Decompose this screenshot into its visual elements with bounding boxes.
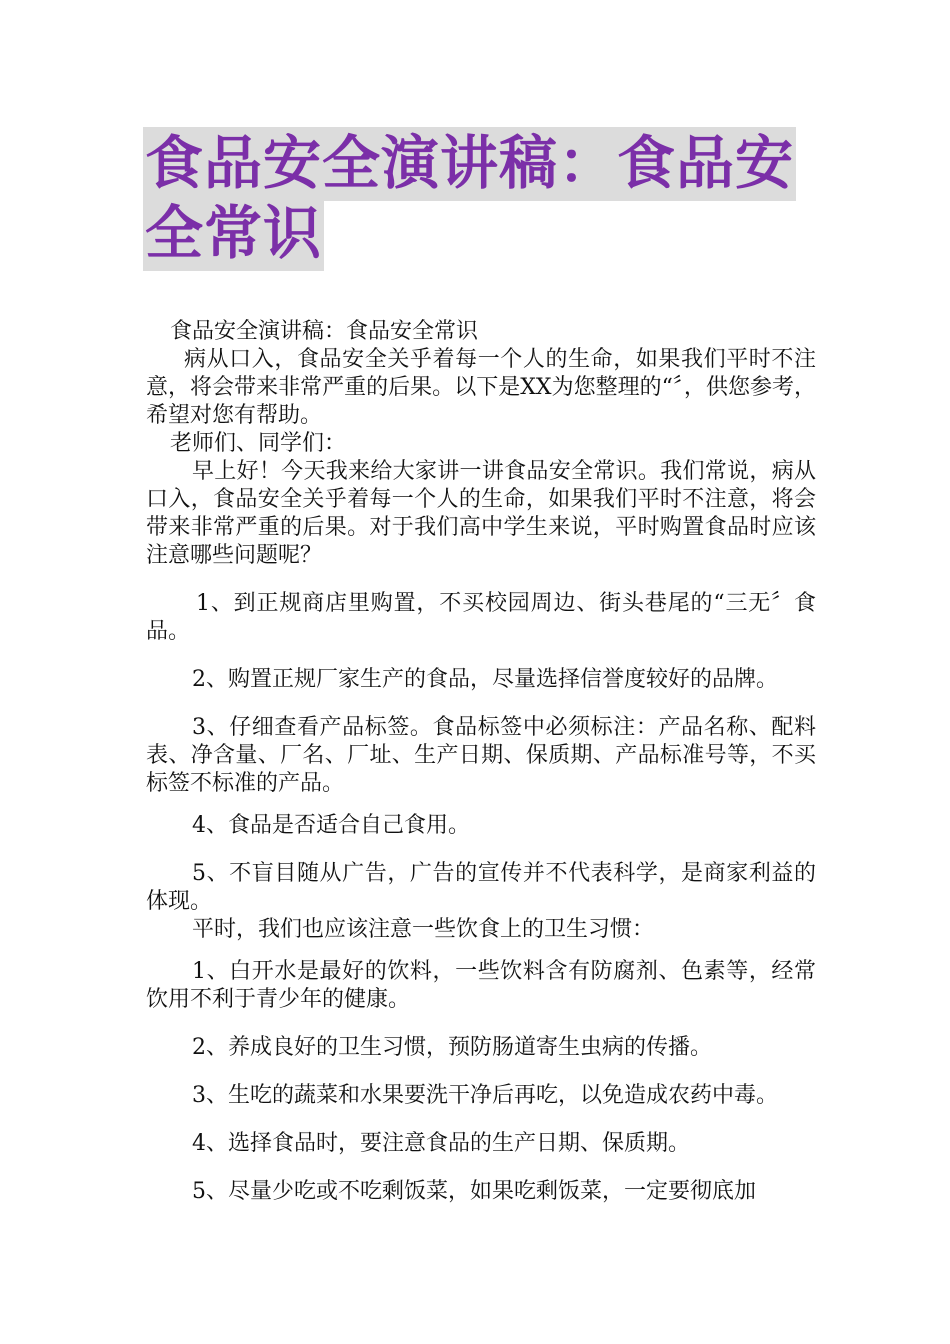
habit-tip-1: 1、白开水是最好的饮料，一些饮料含有防腐剂、色素等，经常饮用不利于青少年的健康。: [146, 959, 816, 1012]
intro-paragraph: 病从口入，食品安全关乎着每一个人的生命，如果我们平时不注意，将会带来非常严重的后果。以下是XX为您整理的“〞，供您参考，希望对您有帮助。: [146, 347, 816, 428]
opening-paragraph: 早上好！今天我来给大家讲一讲食品安全常识。我们常说，病从口入，食品安全关乎着每一个人的生命，如果我们平时不注意，将会带来非常严重的后果。对于我们高中学生来说，平时购置食品时应该注意哪些问题呢？: [146, 459, 816, 568]
habit-tip-5: 5、尽量少吃或不吃剩饭菜，如果吃剩饭菜，一定要彻底加: [192, 1179, 756, 1204]
purchase-tip-5: 5、不盲目随从广告，广告的宣传并不代表科学，是商家利益的体现。: [146, 861, 816, 914]
purchase-tip-2: 2、购置正规厂家生产的食品，尽量选择信誉度较好的品牌。: [192, 667, 778, 692]
subtitle-paragraph: 食品安全演讲稿：食品安全常识: [170, 319, 479, 344]
document-title-text: 食品安全演讲稿：食品安全常识: [143, 127, 796, 271]
document-title: [143, 128, 823, 268]
greeting-paragraph: 老师们、同学们：: [170, 431, 347, 456]
habit-tip-2: 2、养成良好的卫生习惯，预防肠道寄生虫病的传播。: [192, 1035, 712, 1060]
purchase-tip-3: 3、仔细查看产品标签。食品标签中必须标注：产品名称、配料表、净含量、厂名、厂址、生产日期、保质期、产品标准号等，不买标签不标准的产品。: [146, 715, 816, 796]
habit-tip-3: 3、生吃的蔬菜和水果要洗干净后再吃，以免造成农药中毒。: [192, 1083, 778, 1108]
habit-tip-4: 4、选择食品时，要注意食品的生产日期、保质期。: [192, 1131, 690, 1156]
habits-intro-paragraph: 平时，我们也应该注意一些饮食上的卫生习惯：: [192, 917, 655, 942]
purchase-tip-4: 4、食品是否适合自己食用。: [192, 813, 470, 838]
document-body: [146, 318, 816, 1206]
purchase-tip-1: 1、到正规商店里购置，不买校园周边、街头巷尾的“三无〞食品。: [146, 591, 816, 644]
